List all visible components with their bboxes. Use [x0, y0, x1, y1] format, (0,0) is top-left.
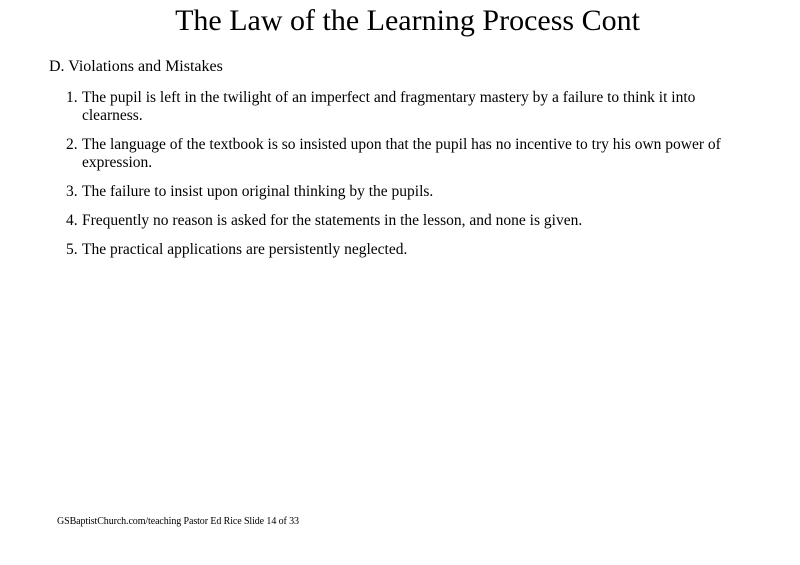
list-item-number: 2.: [66, 136, 78, 153]
list-item-number: 1.: [66, 89, 78, 106]
points-list: [66, 89, 746, 270]
list-item-text: Frequently no reason is asked for the statements in the lesson, and none is given.: [82, 212, 583, 229]
section-heading: D. Violations and Mistakes: [49, 58, 223, 75]
list-item-text: The failure to insist upon original thinking by the pupils.: [82, 183, 434, 200]
list-item: [66, 241, 746, 259]
list-item-number: 5.: [66, 241, 78, 258]
slide-footer: GSBaptistChurch.com/teaching Pastor Ed Rice Slide 14 of 33: [57, 516, 299, 527]
list-item: [66, 89, 746, 125]
list-item: [66, 136, 746, 172]
list-item-number: 4.: [66, 212, 78, 229]
list-item-text: The language of the textbook is so insisted upon that the pupil has no incentive to try his own power of expression.: [82, 136, 721, 171]
slide-title: The Law of the Learning Process Cont: [175, 4, 640, 37]
list-item: [66, 212, 746, 230]
list-item-text: The pupil is left in the twilight of an imperfect and fragmentary mastery by a failure to think it into clearness.: [82, 89, 696, 124]
list-item-number: 3.: [66, 183, 78, 200]
list-item: [66, 183, 746, 201]
list-item-text: The practical applications are persistently neglected.: [82, 241, 408, 258]
